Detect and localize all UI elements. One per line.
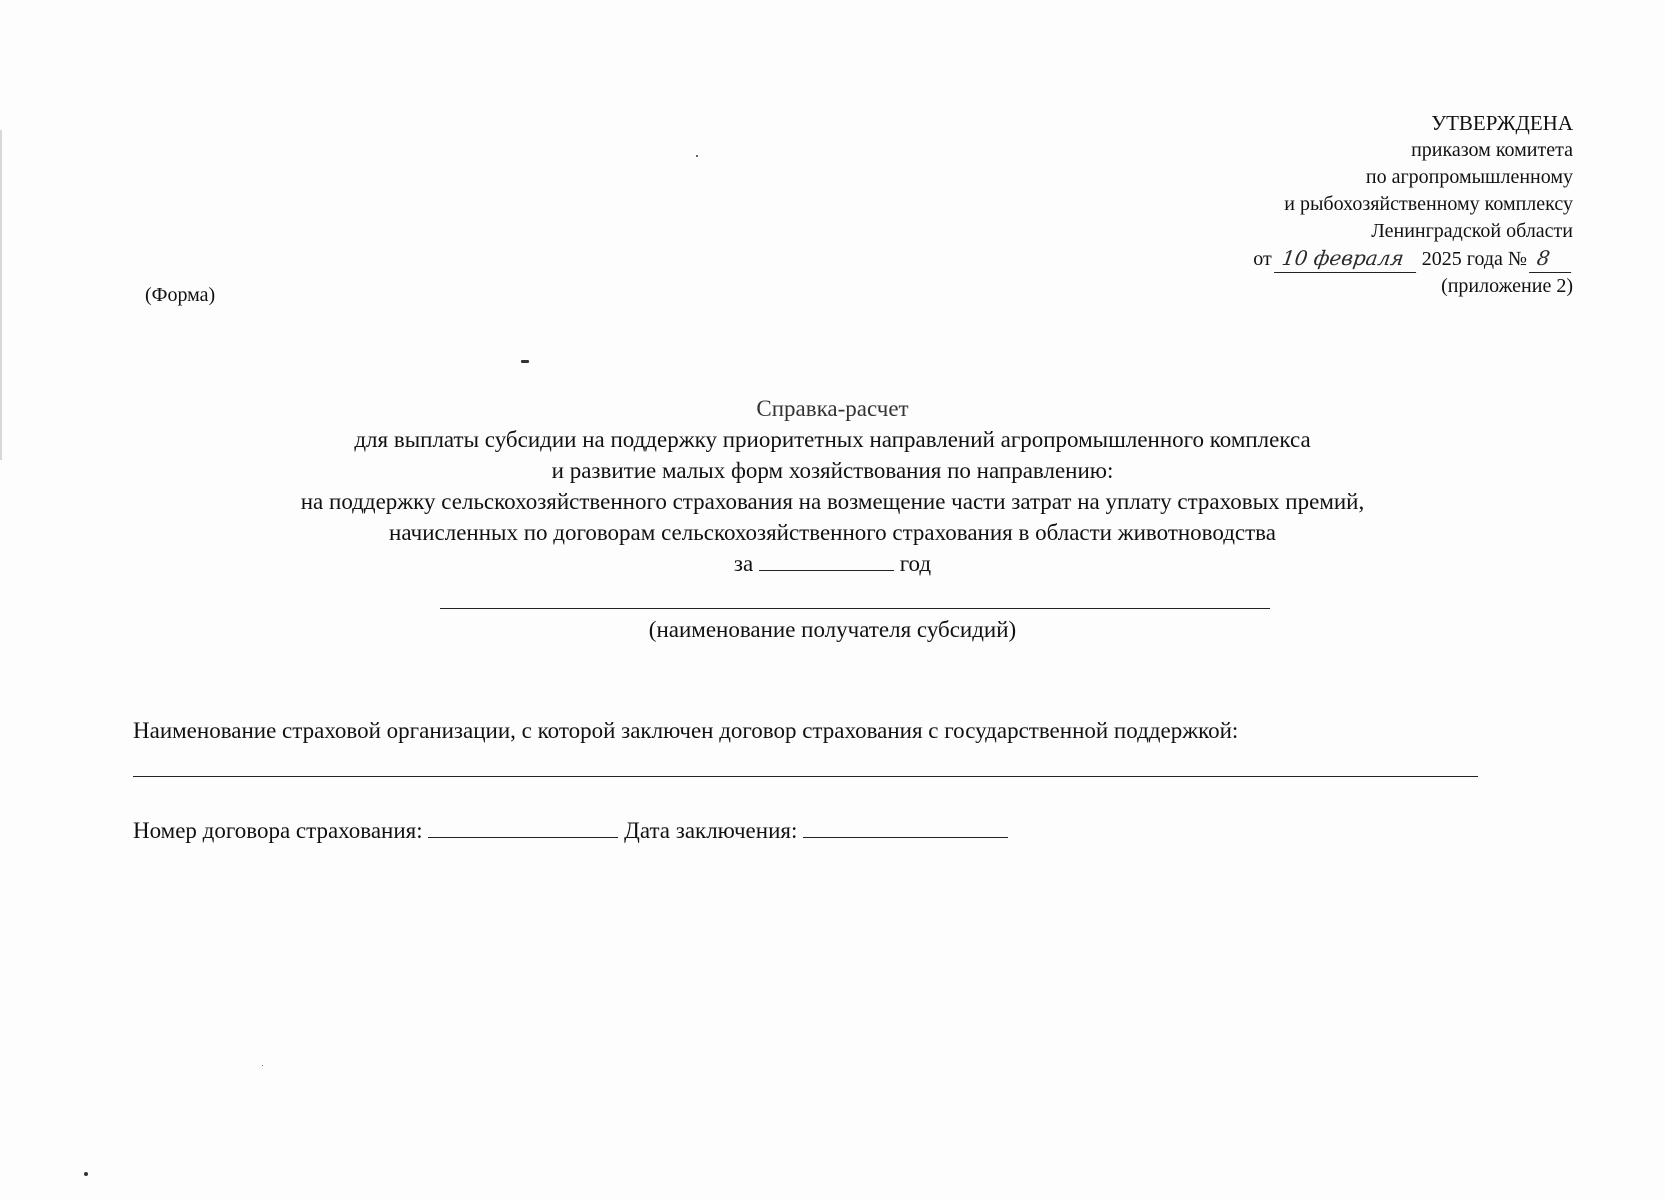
scan-speck xyxy=(696,155,698,157)
approval-year-text: 2025 года № xyxy=(1421,248,1527,270)
approval-appendix: (приложение 2) xyxy=(1441,275,1573,297)
insurer-label: Наименование страховой организации, с которой заключен договор страхования с государственной поддержкой: xyxy=(133,718,1239,743)
insurer-name-field[interactable] xyxy=(133,776,1478,777)
header-year-line xyxy=(0,548,1665,579)
handwritten-number: 8 xyxy=(1529,245,1575,273)
contract-date-field[interactable] xyxy=(803,817,1008,838)
year-field[interactable] xyxy=(759,550,894,571)
handwritten-date: 10 февраля xyxy=(1274,245,1420,273)
approval-date-line xyxy=(1253,245,1573,273)
header-line-1: для выплаты субсидии на поддержку приоритетных направлений агропромышленного комплекса xyxy=(354,427,1311,452)
contract-row xyxy=(133,817,1008,844)
approval-stamp-block xyxy=(1253,110,1573,300)
contract-date-label: Дата заключения: xyxy=(624,818,798,843)
approval-date-prefix: от xyxy=(1253,248,1272,270)
scan-speck xyxy=(521,360,529,363)
year-suffix: год xyxy=(899,551,932,576)
approval-line-agro: по агропромышленному xyxy=(1365,166,1573,188)
recipient-caption: (наименование получателя субсидий) xyxy=(648,617,1017,642)
approval-line-order: приказом комитета xyxy=(1411,139,1573,161)
document-title: Справка-расчет xyxy=(756,396,909,421)
recipient-name-field[interactable] xyxy=(440,608,1270,609)
document-header xyxy=(0,393,1665,579)
header-line-3: на поддержку сельскохозяйственного страхования на возмещение части затрат на уплату страховых премий, xyxy=(300,489,1365,514)
header-line-4: начисленных по договорам сельскохозяйственного страхования в области животноводства xyxy=(389,520,1276,545)
scan-speck xyxy=(84,1172,88,1176)
form-label: (Форма) xyxy=(145,284,216,306)
contract-number-field[interactable] xyxy=(428,817,618,838)
contract-number-label: Номер договора страхования: xyxy=(133,818,423,843)
approval-line-region: Ленинградской области xyxy=(1371,220,1573,242)
approval-line-fishery: и рыбохозяйственному комплексу xyxy=(1284,193,1573,215)
year-prefix: за xyxy=(733,551,754,576)
approval-title: УТВЕРЖДЕНА xyxy=(1431,111,1573,135)
header-line-2: и развитие малых форм хозяйствования по направлению: xyxy=(551,458,1114,483)
scan-speck xyxy=(262,1065,263,1066)
